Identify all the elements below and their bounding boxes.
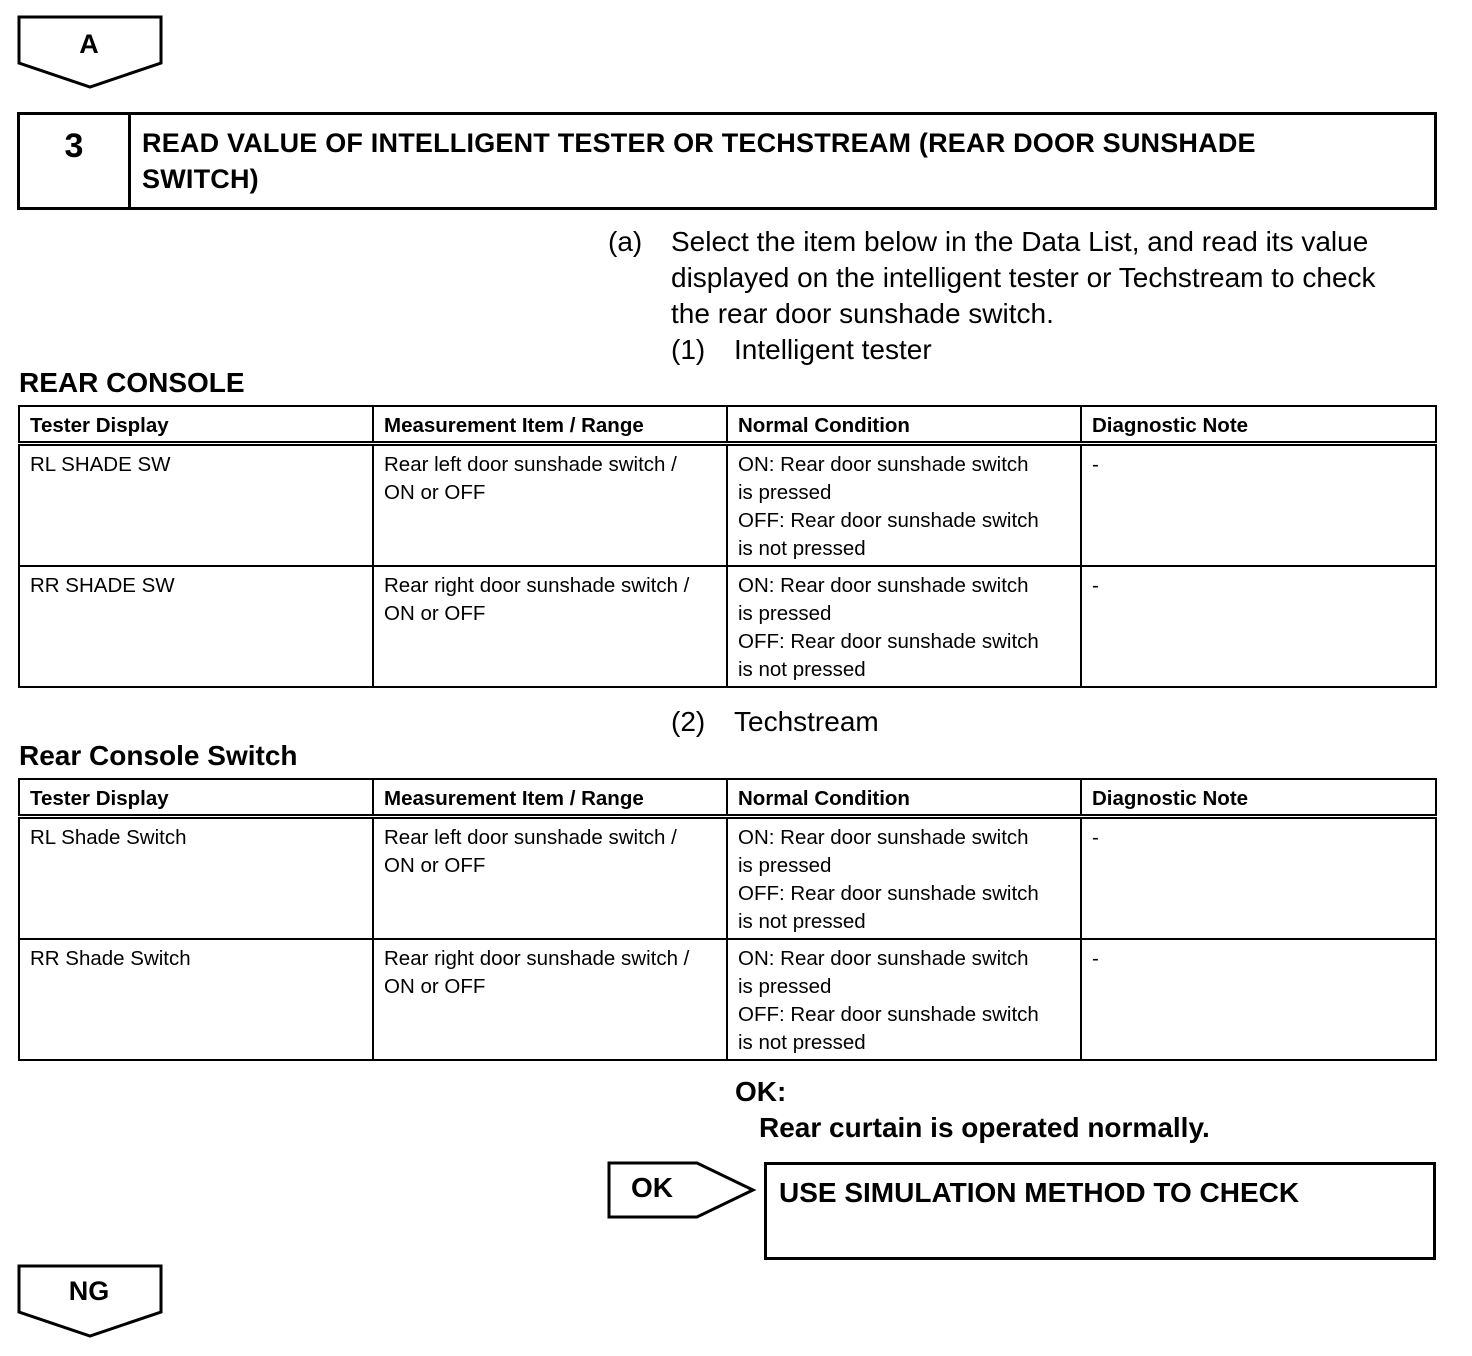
step-header — [17, 112, 1437, 210]
cell-line: is pressed — [738, 481, 832, 504]
diagnostic-note-cell: - — [1081, 444, 1436, 567]
cell-line: is not pressed — [738, 910, 866, 933]
table-row — [19, 939, 1436, 1060]
measurement-cell — [373, 566, 727, 687]
cell-line: OFF: Rear door sunshade switch — [738, 630, 1039, 653]
measurement-cell — [373, 817, 727, 940]
instruction-text — [671, 224, 1441, 332]
cell-line: ON: Rear door sunshade switch — [738, 574, 1029, 597]
table-row — [19, 444, 1436, 567]
sub-step-2-label: (2) — [671, 706, 706, 737]
cell-line: ON: Rear door sunshade switch — [738, 826, 1029, 849]
tester-display-cell: RL SHADE SW — [19, 444, 373, 567]
cell-line: ON: Rear door sunshade switch — [738, 947, 1029, 970]
column-header: Diagnostic Note — [1081, 406, 1436, 444]
instruction-line: displayed on the intelligent tester or Techstream to check — [671, 262, 1376, 293]
tester-display-cell: RL Shade Switch — [19, 817, 373, 940]
cell-line: Rear right door sunshade switch / — [384, 947, 690, 970]
tester-display-cell: RR Shade Switch — [19, 939, 373, 1060]
column-header: Diagnostic Note — [1081, 779, 1436, 817]
cell-line: is not pressed — [738, 658, 866, 681]
measurement-cell — [373, 939, 727, 1060]
cell-line: ON: Rear door sunshade switch — [738, 453, 1029, 476]
data-list-table-1 — [18, 405, 1437, 688]
step-title — [142, 125, 1412, 197]
ok-result-label: OK: — [735, 1076, 787, 1107]
diagnostic-note-cell: - — [1081, 817, 1436, 940]
ok-action-text: USE SIMULATION METHOD TO CHECK — [779, 1177, 1300, 1208]
normal-condition-cell — [727, 939, 1081, 1060]
instruction-line: Select the item below in the Data List, and read its value — [671, 226, 1369, 257]
instruction-label: (a) — [608, 226, 643, 257]
ok-arrow — [607, 1161, 757, 1221]
table1-title: REAR CONSOLE — [19, 367, 245, 398]
column-header: Tester Display — [19, 779, 373, 817]
ok-action-box — [764, 1162, 1436, 1260]
cell-line: is not pressed — [738, 1031, 866, 1054]
data-list-table-2 — [18, 778, 1437, 1061]
table-header-row — [19, 779, 1436, 817]
cell-line: is not pressed — [738, 537, 866, 560]
table-row — [19, 817, 1436, 940]
arrow-right-icon — [607, 1161, 757, 1221]
instruction-line: the rear door sunshade switch. — [671, 298, 1054, 329]
sub-step-2-text: Techstream — [734, 706, 879, 737]
ok-result-text: Rear curtain is operated normally. — [759, 1112, 1210, 1143]
flow-marker-a-label: A — [79, 29, 99, 59]
normal-condition-cell — [727, 566, 1081, 687]
cell-line: OFF: Rear door sunshade switch — [738, 882, 1039, 905]
flow-marker-a — [17, 15, 163, 91]
step-title-line1: READ VALUE OF INTELLIGENT TESTER OR TECHSTREAM (REAR DOOR SUNSHADE — [142, 128, 1256, 158]
cell-line: Rear left door sunshade switch / — [384, 826, 677, 849]
cell-line: ON or OFF — [384, 602, 486, 625]
normal-condition-cell — [727, 444, 1081, 567]
cell-line: ON or OFF — [384, 975, 486, 998]
cell-line: is pressed — [738, 975, 832, 998]
cell-line: ON or OFF — [384, 854, 486, 877]
sub-step-1-label: (1) — [671, 334, 706, 365]
cell-line: is pressed — [738, 602, 832, 625]
cell-line: ON or OFF — [384, 481, 486, 504]
cell-line: Rear left door sunshade switch / — [384, 453, 677, 476]
table2-title: Rear Console Switch — [19, 740, 298, 771]
ok-arrow-label: OK — [631, 1172, 673, 1203]
diagnostic-note-cell: - — [1081, 939, 1436, 1060]
flow-marker-ng — [17, 1264, 163, 1340]
column-header: Measurement Item / Range — [373, 779, 727, 817]
step-title-line2: SWITCH) — [142, 164, 259, 194]
tester-display-cell: RR SHADE SW — [19, 566, 373, 687]
cell-line: is pressed — [738, 854, 832, 877]
column-header: Normal Condition — [727, 779, 1081, 817]
diagnostic-note-cell: - — [1081, 566, 1436, 687]
flow-marker-ng-label: NG — [68, 1276, 110, 1306]
sub-step-1-text: Intelligent tester — [734, 334, 932, 365]
measurement-cell — [373, 444, 727, 567]
table-row — [19, 566, 1436, 687]
column-header: Normal Condition — [727, 406, 1081, 444]
cell-line: Rear right door sunshade switch / — [384, 574, 690, 597]
cell-line: OFF: Rear door sunshade switch — [738, 509, 1039, 532]
normal-condition-cell — [727, 817, 1081, 940]
cell-line: OFF: Rear door sunshade switch — [738, 1003, 1039, 1026]
column-header: Tester Display — [19, 406, 373, 444]
table-header-row — [19, 406, 1436, 444]
column-header: Measurement Item / Range — [373, 406, 727, 444]
step-number: 3 — [20, 115, 131, 207]
